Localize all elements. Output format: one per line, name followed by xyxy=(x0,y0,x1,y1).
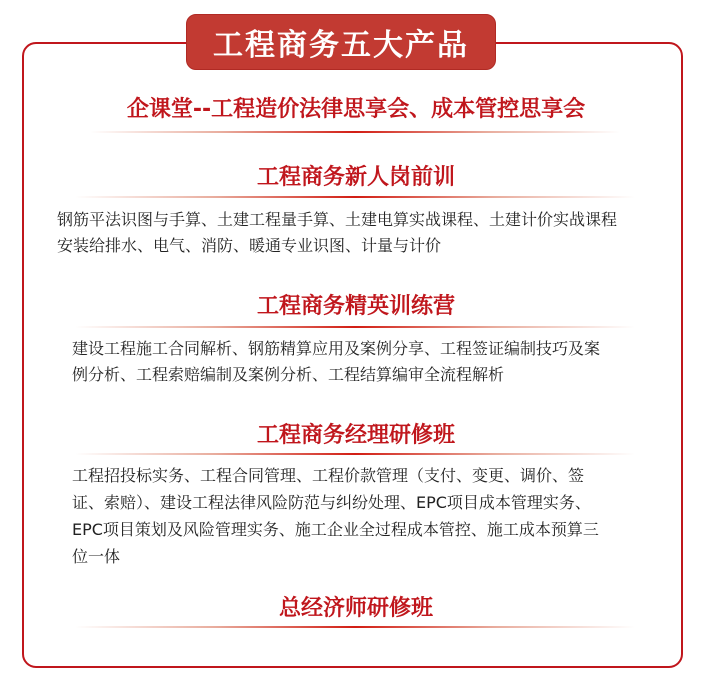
product-title-manager-seminar: 工程商务经理研修班 xyxy=(256,423,455,448)
page-title: 工程商务五大产品 xyxy=(213,28,469,63)
description-line: 例分析、工程索赔编制及案例分析、工程结算编审全流程解析 xyxy=(72,365,505,384)
section-divider xyxy=(75,326,635,328)
description-line: EPC项目策划及风险管理实务、施工企业全过程成本管控、施工成本预算三 xyxy=(72,520,599,539)
product-description-newcomer-training xyxy=(57,207,617,259)
description-line: 安装给排水、电气、消防、暖通专业识图、计量与计价 xyxy=(57,236,442,255)
product-title-elite-camp: 工程商务精英训练营 xyxy=(256,294,455,319)
product-title-chief-economist-seminar: 总经济师研修班 xyxy=(278,596,433,621)
product-title-qiketang: 企课堂--工程造价法律思享会、成本管控思享会 xyxy=(126,97,586,122)
section-divider xyxy=(75,626,635,628)
description-line: 证、索赔）、建设工程法律风险防范与纠纷处理、EPC项目成本管理实务、 xyxy=(72,493,591,512)
section-divider xyxy=(90,131,620,133)
product-description-elite-camp xyxy=(72,336,600,388)
description-line: 工程招投标实务、工程合同管理、工程价款管理（支付、变更、调价、签 xyxy=(72,466,585,485)
section-divider xyxy=(75,196,635,198)
description-line: 钢筋平法识图与手算、土建工程量手算、土建电算实战课程、土建计价实战课程 xyxy=(57,210,618,229)
product-title-newcomer-training: 工程商务新人岗前训 xyxy=(256,165,455,190)
page-title-badge xyxy=(186,14,496,70)
description-line: 位一体 xyxy=(72,547,121,566)
product-description-manager-seminar xyxy=(72,462,599,570)
section-divider xyxy=(75,453,635,455)
description-line: 建设工程施工合同解析、钢筋精算应用及案例分享、工程签证编制技巧及案 xyxy=(72,339,601,358)
